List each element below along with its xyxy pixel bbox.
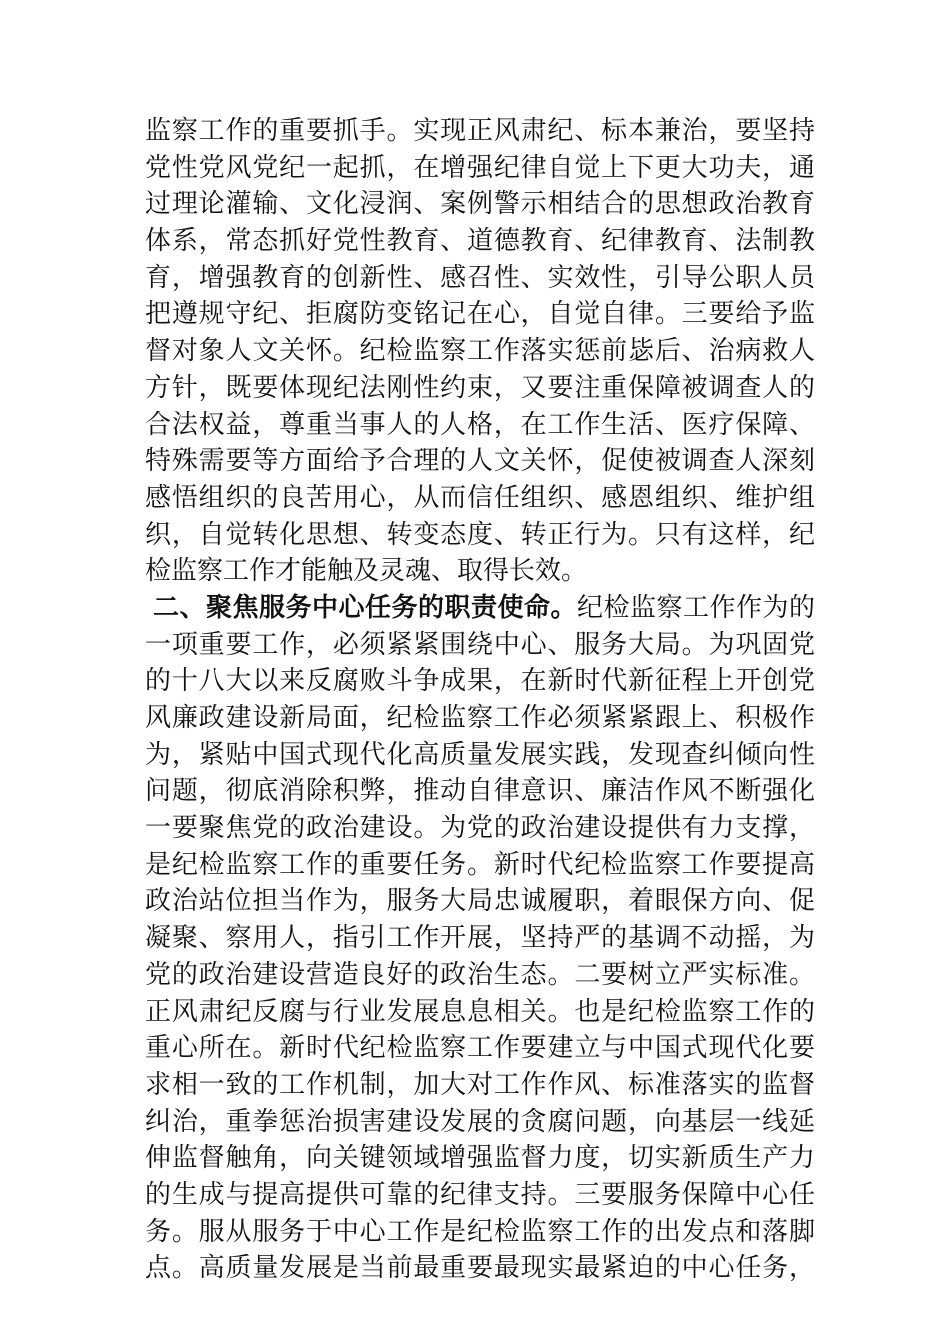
section-heading-continuation: 纪检监察工作作为的 — [576, 592, 815, 623]
text-line: 伸监督触角，向关键领域增强监督力度，切实新质生产力 — [145, 1143, 815, 1174]
text-line: 检监察工作才能触及灵魂、取得长效。 — [145, 556, 588, 587]
text-line: 合法权益，尊重当事人的人格，在工作生活、医疗保障、 — [145, 409, 815, 440]
text-line: 感悟组织的良苦用心，从而信任组织、感恩组织、维护组 — [145, 482, 815, 513]
text-line: 问题，彻底消除积弊，推动自律意识、廉洁作风不断强化 — [145, 776, 815, 807]
text-line: 务。服从服务于中心工作是纪检监察工作的出发点和落脚 — [145, 1216, 815, 1247]
text-line: 求相一致的工作机制，加大对工作作风、标准落实的监督 — [145, 1069, 815, 1100]
text-line: 的生成与提高提供可靠的纪律支持。三要服务保障中心任 — [145, 1179, 815, 1210]
text-line: 为，紧贴中国式现代化高质量发展实践，发现查纠倾向性 — [145, 739, 815, 770]
text-line: 一要聚焦党的政治建设。为党的政治建设提供有力支撑， — [145, 813, 815, 844]
text-line: 过理论灌输、文化浸润、案例警示相结合的思想政治教育 — [145, 189, 815, 220]
text-line: 党性党风党纪一起抓，在增强纪律自觉上下更大功夫，通 — [145, 152, 815, 183]
section-heading: 二、聚焦服务中心任务的职责使命。 — [153, 592, 577, 623]
text-line: 的十八大以来反腐败斗争成果，在新时代新征程上开创党 — [145, 666, 815, 697]
text-line: 一项重要工作，必须紧紧围绕中心、服务大局。为巩固党 — [145, 629, 815, 660]
text-line: 凝聚、察用人，指引工作开展，坚持严的基调不动摇，为 — [145, 923, 815, 954]
section-2 — [145, 590, 815, 1287]
text-line: 方针，既要体现纪法刚性约束，又要注重保障被调查人的 — [145, 372, 815, 403]
text-line: 风廉政建设新局面，纪检监察工作必须紧紧跟上、积极作 — [145, 703, 815, 733]
text-line: 特殊需要等方面给予合理的人文关怀，促使被调查人深刻 — [145, 446, 815, 477]
paragraph-1 — [145, 113, 815, 590]
text-line: 点。高质量发展是当前最重要最现实最紧迫的中心任务， — [145, 1253, 815, 1284]
text-line: 把遵规守纪、拒腐防变铭记在心，自觉自律。三要给予监 — [145, 299, 815, 330]
text-line: 体系，常态抓好党性教育、道德教育、纪律教育、法制教 — [145, 226, 815, 257]
text-line: 督对象人文关怀。纪检监察工作落实惩前毖后、治病救人 — [145, 336, 815, 367]
text-line: 正风肃纪反腐与行业发展息息相关。也是纪检监察工作的 — [145, 996, 815, 1027]
section-heading-line — [145, 590, 815, 627]
body-text — [145, 113, 815, 1287]
text-line: 重心所在。新时代纪检监察工作要建立与中国式现代化要 — [145, 1033, 815, 1064]
text-line: 监察工作的重要抓手。实现正风肃纪、标本兼治，要坚持 — [145, 116, 815, 146]
text-line: 党的政治建设营造良好的政治生态。二要树立严实标准。 — [145, 959, 815, 990]
text-line: 纠治，重拳惩治损害建设发展的贪腐问题，向基层一线延 — [145, 1106, 815, 1137]
text-line: 育，增强教育的创新性、感召性、实效性，引导公职人员 — [145, 262, 815, 293]
text-line: 织，自觉转化思想、转变态度、转正行为。只有这样，纪 — [145, 519, 815, 550]
text-line: 政治站位担当作为，服务大局忠诚履职，着眼保方向、促 — [145, 886, 815, 917]
text-line: 是纪检监察工作的重要任务。新时代纪检监察工作要提高 — [145, 849, 815, 880]
